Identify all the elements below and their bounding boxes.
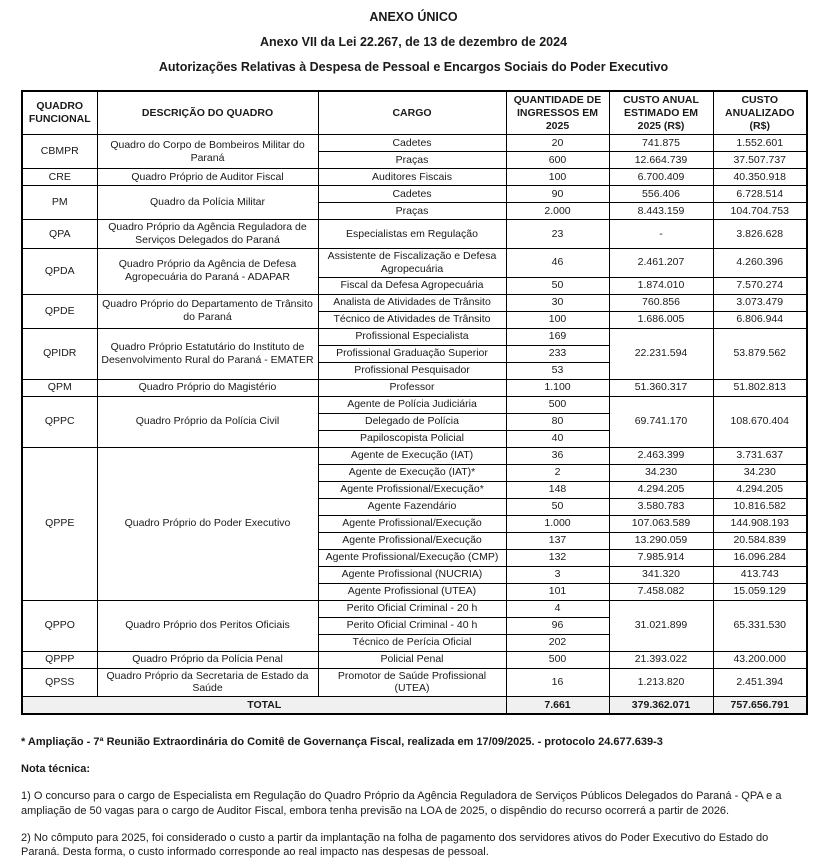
total-quantidade-cell: 7.661 (506, 697, 609, 715)
cargo-cell: Profissional Especialista (318, 328, 506, 345)
cargo-cell: Agente de Polícia Judiciária (318, 396, 506, 413)
quantidade-cell: 46 (506, 248, 609, 277)
descricao-cell: Quadro Próprio Estatutário do Instituto de Desenvolvimento Rural do Paraná - EMATER (97, 328, 318, 379)
custo-anualizado-cell: 53.879.562 (713, 328, 807, 379)
table-row (22, 600, 807, 617)
quadro-funcional-cell: QPPC (22, 396, 97, 447)
descricao-cell: Quadro Próprio do Poder Executivo (97, 447, 318, 600)
cargo-cell: Agente Profissional/Execução (CMP) (318, 549, 506, 566)
quantidade-cell: 30 (506, 294, 609, 311)
quantidade-cell: 1.100 (506, 379, 609, 396)
quantidade-cell: 2.000 (506, 203, 609, 220)
custo-anual-cell: 556.406 (609, 186, 713, 203)
cargo-cell: Cadetes (318, 186, 506, 203)
custo-anualizado-cell: 7.570.274 (713, 277, 807, 294)
table-row (22, 328, 807, 345)
descricao-cell: Quadro Próprio da Agência de Defesa Agropecuária do Paraná - ADAPAR (97, 248, 318, 294)
descricao-cell: Quadro Próprio da Agência Reguladora de Serviços Delegados do Paraná (97, 220, 318, 249)
custo-anual-cell: 1.213.820 (609, 668, 713, 697)
table-row (22, 220, 807, 249)
custo-anual-cell: 341.320 (609, 566, 713, 583)
technical-note-1: 1) O concurso para o cargo de Especialista em Regulação do Quadro Próprio da Agência Reguladora de Serviços Públicos Delegados do Paraná - QPA e a ampliação de 50 vagas para o cargo de Auditor Fiscal, embora tenha previsão na LOA de 2025, o dispêndio do recurso ocorrerá a partir de 2026. (21, 789, 782, 817)
quadro-funcional-cell: QPPP (22, 651, 97, 668)
quantidade-cell: 202 (506, 634, 609, 651)
cargo-cell: Agente de Execução (IAT) (318, 447, 506, 464)
notes-section (21, 735, 806, 860)
custo-anualizado-cell: 3.826.628 (713, 220, 807, 249)
cargo-cell: Promotor de Saúde Profissional (UTEA) (318, 668, 506, 697)
quadro-funcional-cell: CBMPR (22, 135, 97, 169)
descricao-cell: Quadro do Corpo de Bombeiros Militar do Paraná (97, 135, 318, 169)
cargo-cell: Auditores Fiscais (318, 169, 506, 186)
page-subtitle-description: Autorizações Relativas à Despesa de Pessoal e Encargos Sociais do Poder Executivo (158, 60, 669, 74)
quadro-funcional-cell: QPIDR (22, 328, 97, 379)
descricao-cell: Quadro Próprio de Auditor Fiscal (97, 169, 318, 186)
quantidade-cell: 16 (506, 668, 609, 697)
custo-anualizado-cell: 15.059.129 (713, 583, 807, 600)
document-header (21, 10, 806, 75)
custo-anual-cell: 6.700.409 (609, 169, 713, 186)
custo-anual-cell: 12.664.739 (609, 152, 713, 169)
custo-anualizado-cell: 6.806.944 (713, 311, 807, 328)
custo-anualizado-cell: 4.294.205 (713, 481, 807, 498)
col-header-custo-anualizado: CUSTO ANUALIZADO (R$) (713, 91, 807, 135)
cargo-cell: Agente Fazendário (318, 498, 506, 515)
quadro-funcional-cell: PM (22, 186, 97, 220)
quantidade-cell: 101 (506, 583, 609, 600)
table-row (22, 186, 807, 203)
table-row (22, 169, 807, 186)
cargo-cell: Professor (318, 379, 506, 396)
custo-anual-cell: 3.580.783 (609, 498, 713, 515)
custo-anual-cell: 2.463.399 (609, 447, 713, 464)
custo-anualizado-cell: 6.728.514 (713, 186, 807, 203)
quantidade-cell: 148 (506, 481, 609, 498)
custo-anual-cell: - (609, 220, 713, 249)
cargo-cell: Perito Oficial Criminal - 40 h (318, 617, 506, 634)
page-title: ANEXO ÚNICO (369, 10, 458, 24)
quantidade-cell: 100 (506, 169, 609, 186)
cargo-cell: Analista de Atividades de Trânsito (318, 294, 506, 311)
quadro-funcional-cell: QPDE (22, 294, 97, 328)
cargo-cell: Agente Profissional/Execução* (318, 481, 506, 498)
cargo-cell: Perito Oficial Criminal - 20 h (318, 600, 506, 617)
quadro-funcional-cell: QPSS (22, 668, 97, 697)
quantidade-cell: 4 (506, 600, 609, 617)
asterisk-footnote: * Ampliação - 7ª Reunião Extraordinária do Comitê de Governança Fiscal, realizada em 17/09/2025. - protocolo 24.677.639-3 (21, 736, 663, 749)
cargo-cell: Agente Profissional/Execução (318, 532, 506, 549)
descricao-cell: Quadro da Polícia Militar (97, 186, 318, 220)
custo-anual-cell: 8.443.159 (609, 203, 713, 220)
custo-anualizado-cell: 3.073.479 (713, 294, 807, 311)
quantidade-cell: 96 (506, 617, 609, 634)
cargo-cell: Praças (318, 152, 506, 169)
custo-anualizado-cell: 40.350.918 (713, 169, 807, 186)
custo-anualizado-cell: 144.908.193 (713, 515, 807, 532)
quantidade-cell: 53 (506, 362, 609, 379)
custo-anualizado-cell: 65.331.530 (713, 600, 807, 651)
table-row (22, 135, 807, 152)
quantidade-cell: 500 (506, 396, 609, 413)
quantidade-cell: 132 (506, 549, 609, 566)
custo-anualizado-cell: 3.731.637 (713, 447, 807, 464)
custo-anualizado-cell: 104.704.753 (713, 203, 807, 220)
cargo-cell: Agente Profissional (NUCRIA) (318, 566, 506, 583)
quantidade-cell: 50 (506, 277, 609, 294)
col-header-custo-anual: CUSTO ANUAL ESTIMADO EM 2025 (R$) (609, 91, 713, 135)
cargo-cell: Técnico de Atividades de Trânsito (318, 311, 506, 328)
quantidade-cell: 50 (506, 498, 609, 515)
descricao-cell: Quadro Próprio do Departamento de Trânsito do Paraná (97, 294, 318, 328)
authorizations-table (21, 90, 808, 715)
table-row (22, 294, 807, 311)
custo-anualizado-cell: 108.670.404 (713, 396, 807, 447)
custo-anual-cell: 31.021.899 (609, 600, 713, 651)
custo-anualizado-cell: 4.260.396 (713, 248, 807, 277)
table-row (22, 379, 807, 396)
quadro-funcional-cell: CRE (22, 169, 97, 186)
custo-anual-cell: 34.230 (609, 464, 713, 481)
cargo-cell: Agente de Execução (IAT)* (318, 464, 506, 481)
quantidade-cell: 500 (506, 651, 609, 668)
descricao-cell: Quadro Próprio do Magistério (97, 379, 318, 396)
quantidade-cell: 137 (506, 532, 609, 549)
custo-anualizado-cell: 43.200.000 (713, 651, 807, 668)
technical-note-2: 2) No cômputo para 2025, foi considerado o custo a partir da implantação na folha de pagamento dos servidores ativos do Poder Executivo do Estado do Paraná. Desta forma, o custo informado corresponde ao real impacto nas despesas de pessoal. (21, 831, 769, 859)
custo-anual-cell: 1.874.010 (609, 277, 713, 294)
custo-anualizado-cell: 37.507.737 (713, 152, 807, 169)
cargo-cell: Cadetes (318, 135, 506, 152)
custo-anualizado-cell: 413.743 (713, 566, 807, 583)
custo-anual-cell: 13.290.059 (609, 532, 713, 549)
cargo-cell: Técnico de Perícia Oficial (318, 634, 506, 651)
quantidade-cell: 233 (506, 345, 609, 362)
quantidade-cell: 3 (506, 566, 609, 583)
table-row (22, 447, 807, 464)
custo-anualizado-cell: 34.230 (713, 464, 807, 481)
quantidade-cell: 80 (506, 413, 609, 430)
table-header (22, 91, 807, 135)
table-body (22, 135, 807, 714)
total-custo-anual-cell: 379.362.071 (609, 697, 713, 715)
table-row (22, 651, 807, 668)
quantidade-cell: 90 (506, 186, 609, 203)
col-header-quantidade: QUANTIDADE DE INGRESSOS EM 2025 (506, 91, 609, 135)
table-row (22, 396, 807, 413)
cargo-cell: Papiloscopista Policial (318, 430, 506, 447)
custo-anual-cell: 7.458.082 (609, 583, 713, 600)
cargo-cell: Especialistas em Regulação (318, 220, 506, 249)
cargo-cell: Profissional Pesquisador (318, 362, 506, 379)
quadro-funcional-cell: QPM (22, 379, 97, 396)
quadro-funcional-cell: QPPO (22, 600, 97, 651)
custo-anual-cell: 51.360.317 (609, 379, 713, 396)
cargo-cell: Agente Profissional (UTEA) (318, 583, 506, 600)
page-subtitle-law: Anexo VII da Lei 22.267, de 13 de dezembro de 2024 (259, 35, 568, 49)
total-custo-anualizado-cell: 757.656.791 (713, 697, 807, 715)
custo-anualizado-cell: 2.451.394 (713, 668, 807, 697)
custo-anual-cell: 741.875 (609, 135, 713, 152)
cargo-cell: Agente Profissional/Execução (318, 515, 506, 532)
quantidade-cell: 23 (506, 220, 609, 249)
custo-anual-cell: 21.393.022 (609, 651, 713, 668)
descricao-cell: Quadro Próprio da Secretaria de Estado da Saúde (97, 668, 318, 697)
custo-anualizado-cell: 16.096.284 (713, 549, 807, 566)
custo-anual-cell: 69.741.170 (609, 396, 713, 447)
custo-anualizado-cell: 20.584.839 (713, 532, 807, 549)
total-row (22, 697, 807, 715)
descricao-cell: Quadro Próprio da Polícia Penal (97, 651, 318, 668)
custo-anual-cell: 1.686.005 (609, 311, 713, 328)
cargo-cell: Policial Penal (318, 651, 506, 668)
custo-anual-cell: 4.294.205 (609, 481, 713, 498)
quadro-funcional-cell: QPA (22, 220, 97, 249)
col-header-cargo: CARGO (318, 91, 506, 135)
descricao-cell: Quadro Próprio da Polícia Civil (97, 396, 318, 447)
col-header-descricao: DESCRIÇÃO DO QUADRO (97, 91, 318, 135)
quadro-funcional-cell: QPPE (22, 447, 97, 600)
total-label-cell: TOTAL (22, 697, 506, 715)
cargo-cell: Praças (318, 203, 506, 220)
cargo-cell: Fiscal da Defesa Agropecuária (318, 277, 506, 294)
custo-anual-cell: 107.063.589 (609, 515, 713, 532)
table-header-row (22, 91, 807, 135)
custo-anual-cell: 2.461.207 (609, 248, 713, 277)
custo-anualizado-cell: 51.802.813 (713, 379, 807, 396)
custo-anual-cell: 22.231.594 (609, 328, 713, 379)
quantidade-cell: 100 (506, 311, 609, 328)
technical-note-label: Nota técnica: (21, 763, 91, 776)
quantidade-cell: 2 (506, 464, 609, 481)
custo-anualizado-cell: 10.816.582 (713, 498, 807, 515)
cargo-cell: Profissional Graduação Superior (318, 345, 506, 362)
quantidade-cell: 1.000 (506, 515, 609, 532)
quantidade-cell: 600 (506, 152, 609, 169)
cargo-cell: Delegado de Polícia (318, 413, 506, 430)
table-row (22, 668, 807, 697)
col-header-quadro-funcional: QUADRO FUNCIONAL (22, 91, 97, 135)
quadro-funcional-cell: QPDA (22, 248, 97, 294)
quantidade-cell: 36 (506, 447, 609, 464)
quantidade-cell: 40 (506, 430, 609, 447)
table-row (22, 248, 807, 277)
quantidade-cell: 20 (506, 135, 609, 152)
custo-anual-cell: 760.856 (609, 294, 713, 311)
custo-anualizado-cell: 1.552.601 (713, 135, 807, 152)
cargo-cell: Assistente de Fiscalização e Defesa Agropecuária (318, 248, 506, 277)
quantidade-cell: 169 (506, 328, 609, 345)
descricao-cell: Quadro Próprio dos Peritos Oficiais (97, 600, 318, 651)
custo-anual-cell: 7.985.914 (609, 549, 713, 566)
